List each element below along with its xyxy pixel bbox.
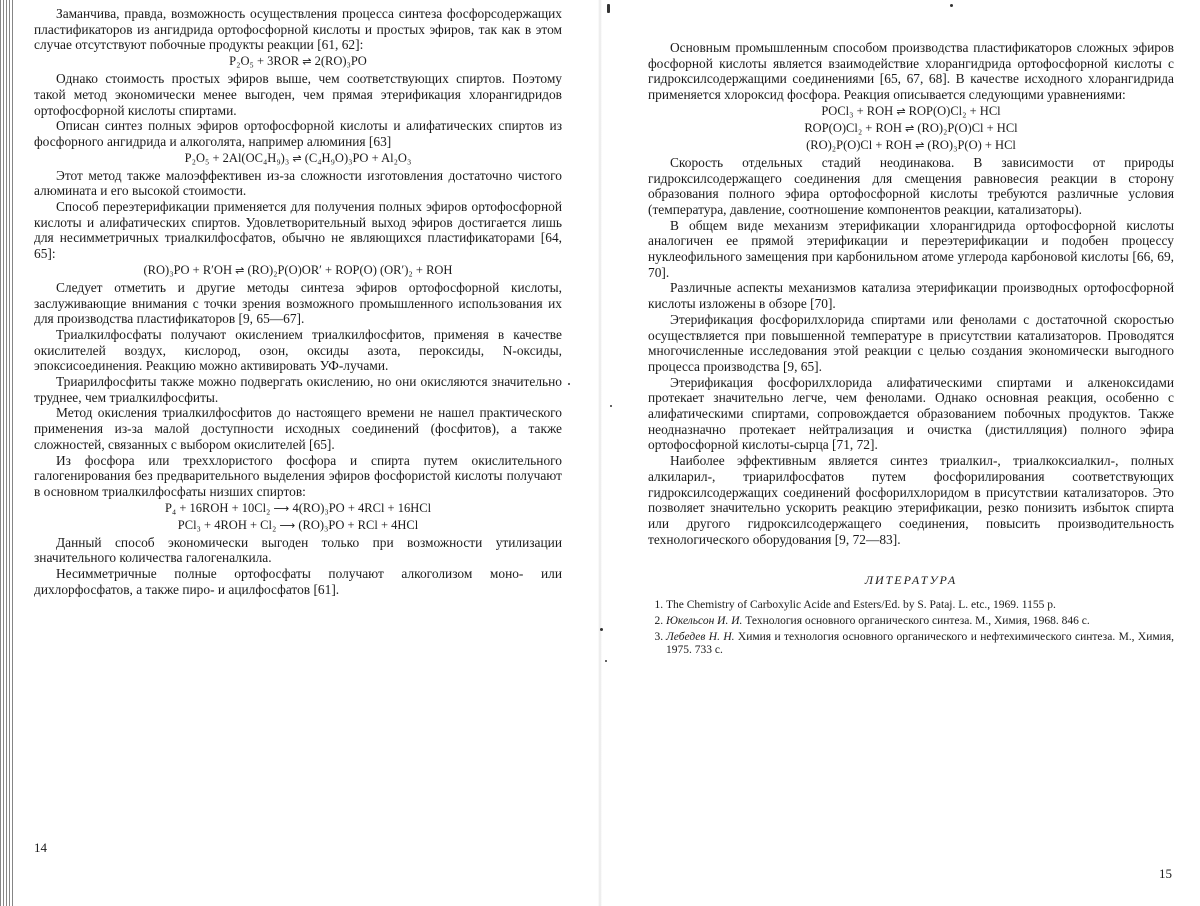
- paragraph: Скорость отдельных стадий неодинакова. В зависимости от природы гидроксилсодержащего соединения для смещения равновесия реакции в сторону образования полного эфира ортофосфорной кислоты требуются различные условия (температура, давление, соотношение компонентов реакции, катализаторы).: [648, 154, 1174, 217]
- reference-text: Технология основного органического синтеза. М., Химия, 1968. 846 с.: [742, 615, 1090, 628]
- paragraph: Этерификация фосфорилхлорида алифатическими спиртами и алкеноксидами протекает значительно легче, чем фенолами. Однако основная реакция, особенно с алифатическими спиртами, сопровождается образованием побочных продуктов. Также неодназначно протекает нейтрализация и очистка (дистилляция) полного эфира ортофосфорной кислоты-сырца [71, 72].: [648, 374, 1174, 453]
- paragraph: Заманчива, правда, возможность осуществления процесса синтеза фосфорсодержащих пластификаторов из ангидрида ортофосфорной кислоты и простых эфиров, так как в этом случае отсутствуют побочные продукты реакции [61, 62]:: [34, 6, 562, 53]
- equation-rhs: (C₄H₉O)₃PO + Al₂O₃: [304, 150, 412, 165]
- literature-heading: ЛИТЕРАТУРА: [864, 573, 958, 588]
- paragraph: Различные аспекты механизмов катализа этерификации производных ортофосфорной кислоты изложены в обзоре [70].: [648, 280, 1174, 312]
- scan-speck: [950, 4, 953, 7]
- equation-lhs: PCl₃ + 4ROH + Cl₂: [177, 517, 277, 532]
- chemical-equation: [34, 263, 562, 278]
- equilibrium-arrow: ⇌: [235, 263, 245, 277]
- equation-rhs: (RO)₃P(O) + HCl: [927, 137, 1016, 152]
- equation-lhs: P₂O₅ + 3ROR: [229, 54, 300, 69]
- equilibrium-arrow: ⇌: [292, 151, 302, 165]
- equilibrium-arrow: ⇌: [915, 138, 925, 152]
- equation-rhs: ROP(O)Cl₂ + HCl: [908, 103, 1001, 118]
- right-page: [600, 0, 1200, 906]
- paragraph: Этот метод также малоэффективен из-за сложности изготовления достаточно чистого алюмината и его высокой стоимости.: [34, 167, 562, 199]
- paragraph: Следует отметить и другие методы синтеза эфиров ортофосфорной кислоты, заслуживающие внимания с точки зрения возможного промышленного использования их для производства пластификаторов [9, 65—67].: [34, 279, 562, 327]
- scan-speck: [568, 383, 570, 385]
- page-number: 14: [34, 840, 47, 855]
- paragraph: Несимметричные полные ортофосфаты получают алкоголизом моно- или дихлорфосфатов, а также пиро- и ацилфосфатов [61].: [34, 566, 562, 597]
- reference-item: [666, 599, 1174, 612]
- paragraph: Из фосфора или треххлористого фосфора и спирта путем окислительного галогенирования без предварительного выделения эфиров фосфористой кислоты получают в основном триалкилфосфаты низших спиртов:: [34, 452, 562, 499]
- equation-lhs: P₄ + 16ROH + 10Cl₂: [164, 500, 271, 515]
- reaction-arrow: ⟶: [273, 501, 290, 515]
- equation-lhs: (RO)₂P(O)Cl + ROH: [806, 137, 912, 152]
- equation-rhs: (RO)₂P(O)Cl + HCl: [917, 120, 1018, 135]
- equilibrium-arrow: ⇌: [905, 121, 915, 135]
- reference-text: Химия и технология основного органического и нефтехимического синтеза. М., Химия, 1975. 733 с.: [666, 631, 1174, 657]
- paragraph: Описан синтез полных эфиров ортофосфорной кислоты и алифатических спиртов из фосфорного ангидрида и алкоголята, например алюминия [63]: [34, 118, 562, 149]
- paragraph: Триалкилфосфаты получают окислением триалкилфосфитов, применяя в качестве окислителей воздух, кислород, озон, оксиды азота, пероксиды, N-оксиды, эпоксисоединения. Реакцию можно активировать УФ-лучами.: [34, 326, 562, 374]
- equation-rhs: (RO)₂P(O)OR′ + ROP(O) (OR′)₂ + ROH: [247, 262, 453, 277]
- paragraph: Основным промышленным способом производства пластификаторов сложных эфиров фосфорной кислоты является взаимодействие хлорангидрида ортофосфорной кислоты с гидроксилсодержащими соединениями [65, 67, 68]. В качестве исходного хлорангидрида применяется хлороксид фосфора. Реакция описывается следующими уравнениями:: [648, 40, 1174, 103]
- equation-lhs: POCl₃ + ROH: [821, 103, 894, 118]
- chemical-equation: [34, 54, 562, 69]
- reference-author: Лебедев Н. Н.: [666, 631, 735, 644]
- reference-item: [666, 615, 1174, 628]
- paragraph: Этерификация фосфорилхлорида спиртами или фенолами с достаточной скоростью осуществляется при повышенной температуре в присутствии катализаторов. Проводятся многочисленные исследования этой реакции с целью создания экономически выгодного процесса производства [9, 65].: [648, 311, 1174, 374]
- chemical-equation: [34, 518, 562, 533]
- chemical-equation: [34, 151, 562, 166]
- scan-speck: [600, 628, 603, 631]
- paragraph: Способ переэтерификации применяется для получения полных эфиров ортофосфорной кислоты и алифатических спиртов. Удовлетворительный выход эфиров достигается лишь для несимметричных триалкилфосфатов, обычно не являющихся пластификаторами [64, 65]:: [34, 199, 562, 262]
- paragraph: Однако стоимость простых эфиров выше, чем соответствующих спиртов. Поэтому такой метод экономически менее выгоден, чем прямая этерификация хлорангидридов ортофосфорной кислоты спиртами.: [34, 71, 562, 118]
- paragraph: В общем виде механизм этерификации хлорангидрида ортофосфорной кислоты аналогичен ее прямой этерификации и переэтерификации и подобен процессу нуклеофильного замещения при карбонильном атоме углерода карбоновой кислоты [66, 69, 70].: [648, 217, 1174, 280]
- equation-rhs: (RO)₃PO + RCl + 4HCl: [298, 517, 419, 532]
- equation-lhs: ROP(O)Cl₂ + ROH: [804, 120, 902, 135]
- reference-text: The Chemistry of Carboxylic Acide and Esters/Ed. by S. Pataj. L. etc., 1969. 1155 p.: [666, 599, 1056, 612]
- scan-speck: [607, 4, 610, 13]
- page-number: 15: [1159, 866, 1172, 881]
- reference-author: Юкельсон И. И.: [666, 615, 743, 628]
- scan-speck: [610, 405, 612, 407]
- equation-lhs: P₂O₅ + 2Al(OC₄H₉)₃: [184, 150, 290, 165]
- chemical-equation: [648, 121, 1174, 136]
- reference-item: [666, 631, 1174, 657]
- chemical-equation: [648, 138, 1174, 153]
- paragraph: Метод окисления триалкилфосфитов до настоящего времени не нашел практического применения из-за малой доступности исходных соединений (фосфитов), а также сложностей, связанных с выбором окислителей [65].: [34, 405, 562, 452]
- chemical-equation: [34, 501, 562, 516]
- paragraph: Наиболее эффективным является синтез триалкил-, триалкоксиалкил-, полных алкиларил-, триарилфосфатов путем фосфорилирования соответствующих гидроксилсодержащих соединений фосфорилхлоридом в присутствии катализаторов. Это позволяет значительно ускорить реакцию этерификации, резко понизить избыток спирта или другого гидроксилсодержащего соединения, повысить производительность технологического оборудования [9, 72—83].: [648, 453, 1174, 547]
- equilibrium-arrow: ⇌: [896, 104, 906, 118]
- equilibrium-arrow: ⇌: [302, 55, 312, 69]
- paragraph: Триарилфосфиты также можно подвергать окислению, но они окисляются значительно труднее, чем триалкилфосфиты.: [34, 374, 562, 405]
- paragraph: Данный способ экономически выгоден только при возможности утилизации значительного количества галогеналкила.: [34, 534, 562, 566]
- equation-lhs: (RO)₃PO + R′OH: [143, 262, 232, 277]
- equation-rhs: 2(RO)₃PO: [314, 54, 367, 69]
- scan-speck: [605, 660, 607, 662]
- reaction-arrow: ⟶: [279, 518, 296, 532]
- reference-list: [648, 599, 1174, 657]
- chemical-equation: [648, 104, 1174, 119]
- equation-rhs: 4(RO)₃PO + 4RCl + 16HCl: [292, 500, 432, 515]
